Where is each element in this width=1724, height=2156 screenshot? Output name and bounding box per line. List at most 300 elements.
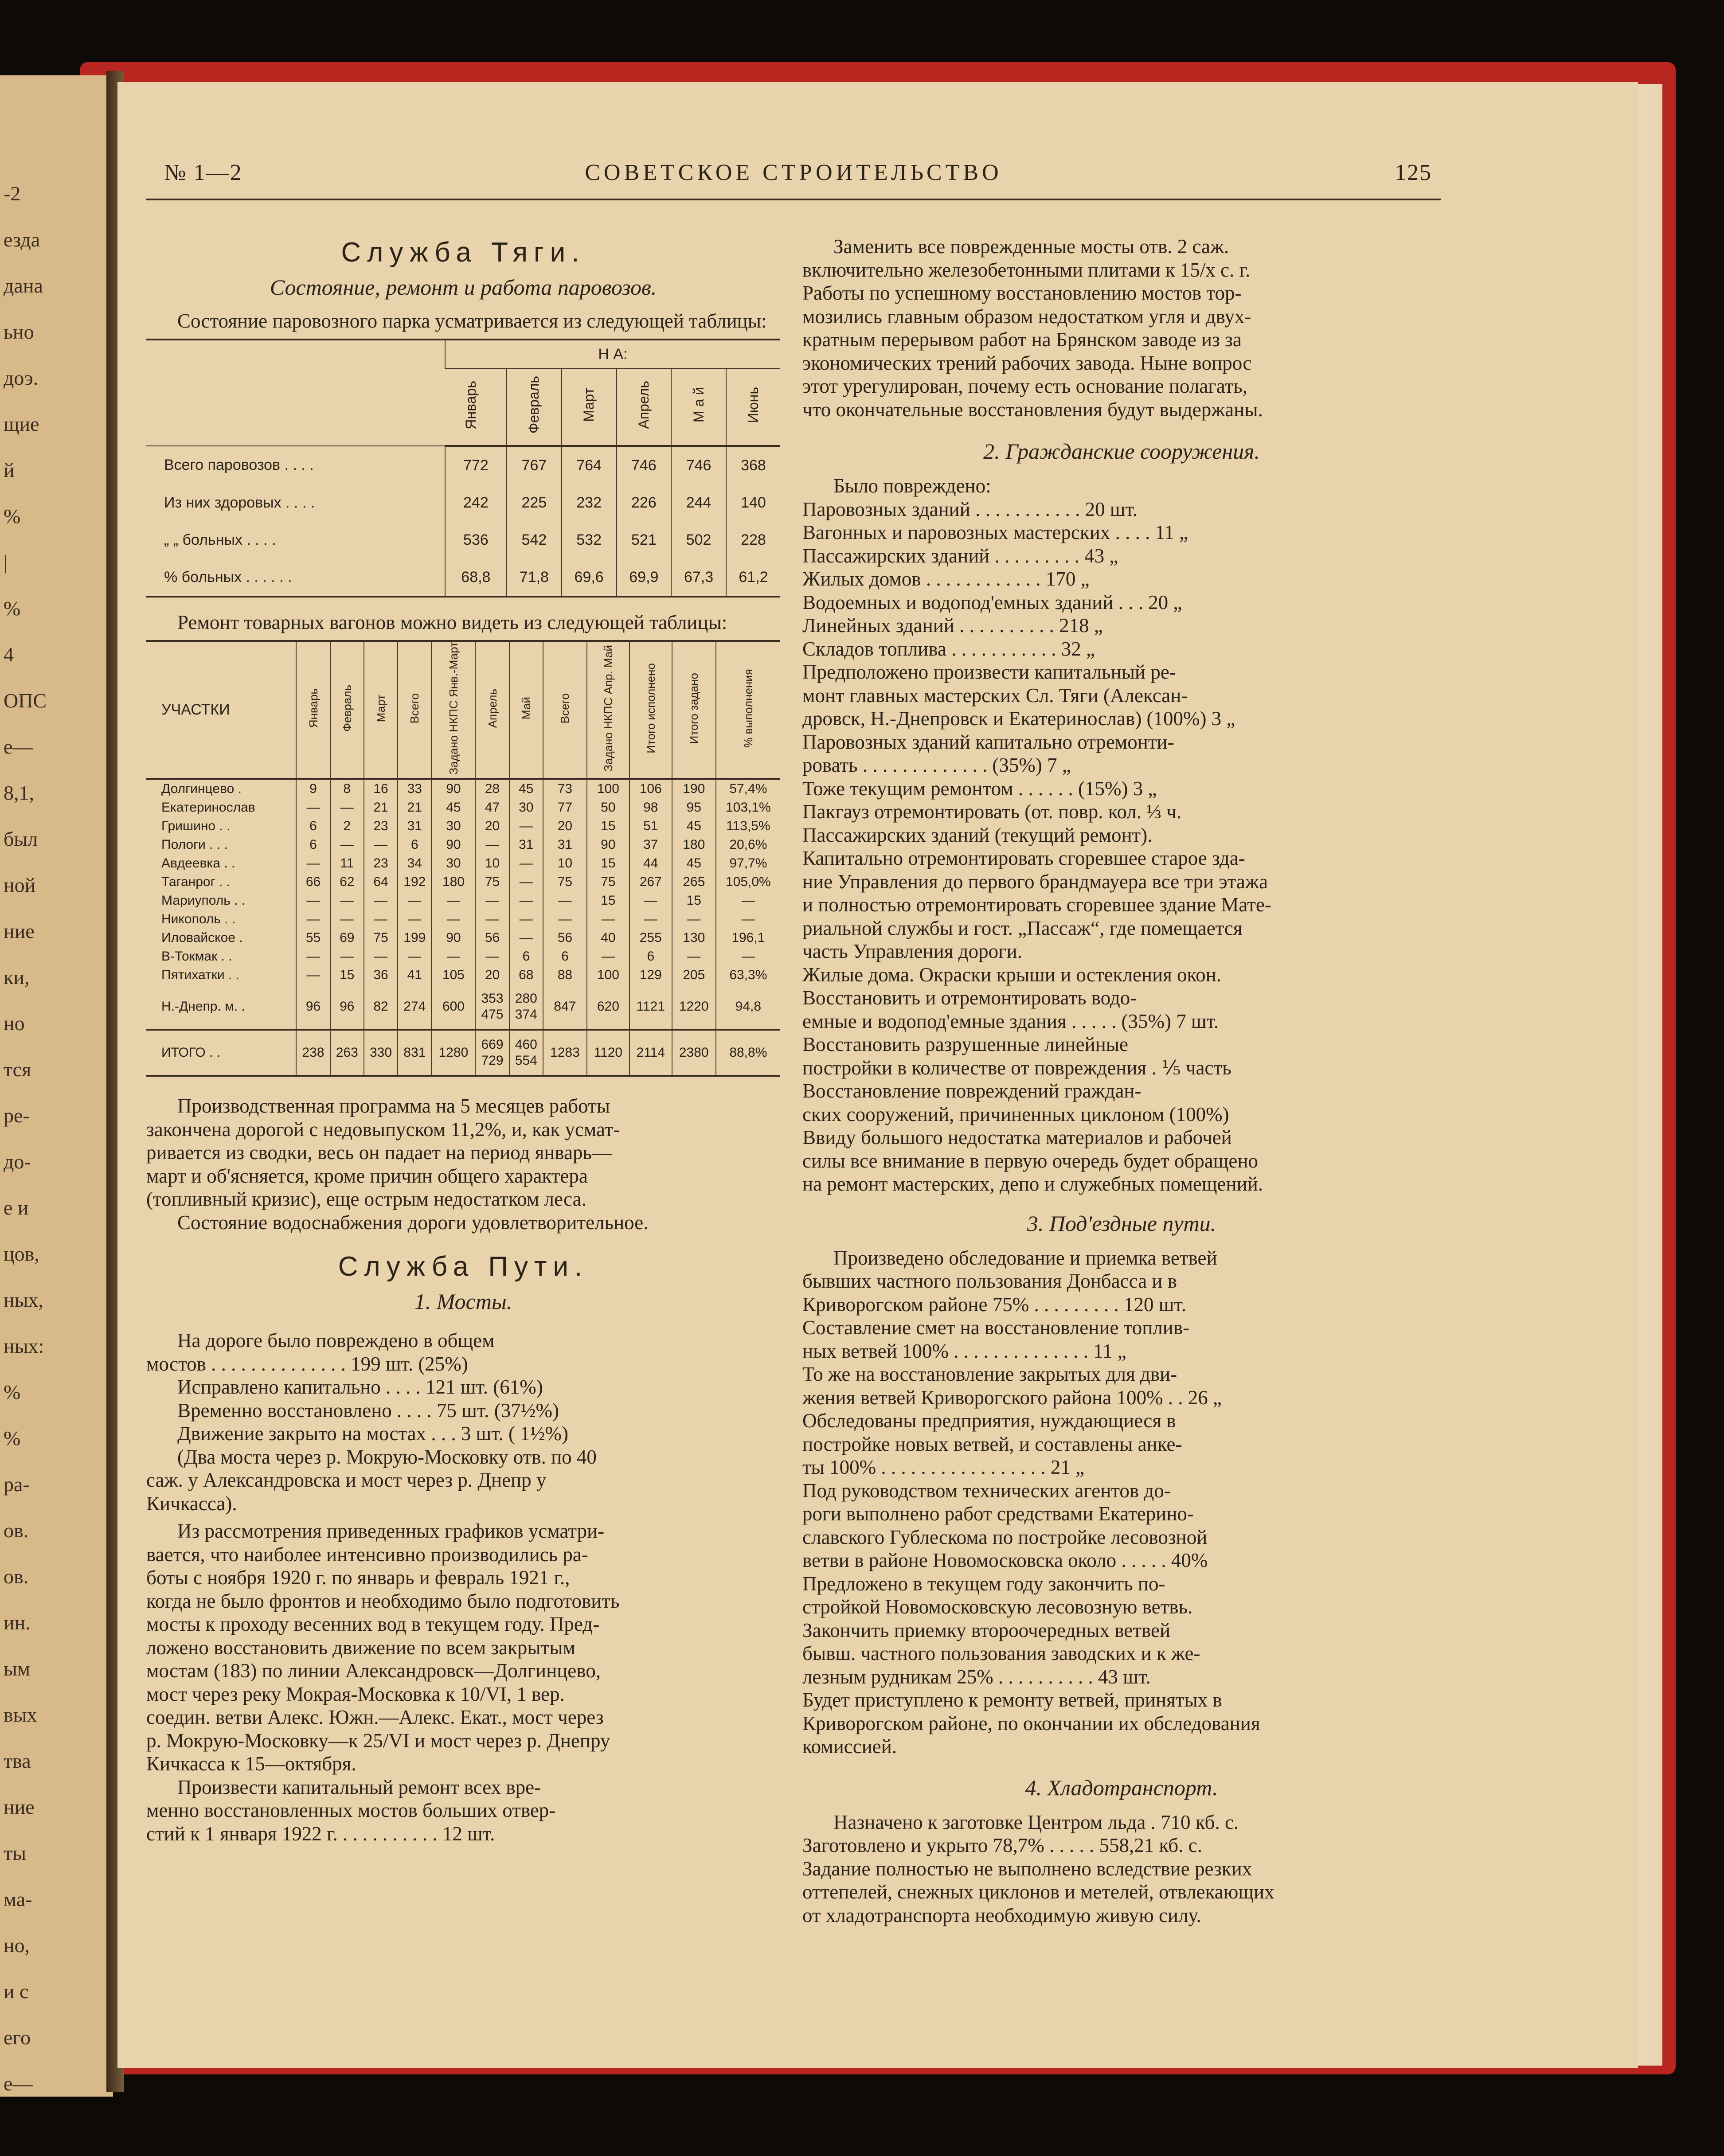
table-cell: — bbox=[475, 947, 509, 966]
table-row bbox=[146, 1030, 780, 1076]
table-cell: 113,5% bbox=[716, 817, 780, 836]
table-row bbox=[146, 947, 780, 966]
bridges-note bbox=[146, 1445, 780, 1515]
table-cell: 47 bbox=[475, 798, 509, 817]
table-cell: 71,8 bbox=[507, 559, 562, 597]
text-line: силы все внимание в первую очередь будет обращено bbox=[802, 1149, 1258, 1172]
table-cell: 31 bbox=[509, 836, 543, 854]
text-line: Движение закрыто на мостах . . . 3 шт. ( 1½%) bbox=[177, 1422, 569, 1445]
text-line: бывш. частного пользования заводских и к же- bbox=[802, 1642, 1200, 1664]
text-line: ты 100% . . . . . . . . . . . . . . . . . 21 „ bbox=[802, 1456, 1085, 1478]
text-line: соедин. ветви Алекс. Южн.—Алекс. Екат., мост через bbox=[146, 1706, 604, 1729]
text-line: вается, что наиболее интенсивно производились ра- bbox=[146, 1543, 588, 1566]
facing-page-text: до- bbox=[4, 1150, 31, 1173]
table-cell: 228 bbox=[726, 521, 780, 559]
text-line: Криворогском районе, по окончании их обследования bbox=[802, 1712, 1260, 1734]
text-line: постройки в количестве от повреждения . ⅕ часть bbox=[802, 1056, 1231, 1079]
month-header bbox=[562, 368, 617, 446]
table-row bbox=[146, 984, 780, 1030]
paragraph-water-supply bbox=[146, 1211, 780, 1234]
text-line: оттепелей, снежных циклонов и метелей, отвлекающих bbox=[802, 1881, 1274, 1903]
row-label: Таганрог . . bbox=[161, 875, 230, 890]
text-line: роги выполнено работ средствами Екатерино- bbox=[802, 1503, 1194, 1525]
table-cell: 44 bbox=[629, 854, 672, 873]
cold-transport-list bbox=[802, 1811, 1441, 1927]
table-cell: 532 bbox=[562, 521, 617, 559]
text-line: постройке новых ветвей, и составлены анке- bbox=[802, 1433, 1182, 1455]
text-line: лезным рудникам 25% . . . . . . . . . . 43 шт. bbox=[802, 1665, 1151, 1688]
text-line: саж. у Александровска и мост через р. Днепр у bbox=[146, 1469, 547, 1492]
text-line: этот урегулирован, почему есть основание полагать, bbox=[802, 375, 1247, 397]
text-line: и полностью отремонтировать сгоревшее здание Мате- bbox=[802, 894, 1271, 916]
bridges-list bbox=[146, 1329, 780, 1445]
column-header-label: Итого задано bbox=[687, 672, 701, 744]
column-header-label: Всего bbox=[558, 693, 572, 723]
table-cell bbox=[475, 984, 509, 1030]
table-cell: 68,8 bbox=[445, 559, 507, 597]
table-cell: — bbox=[716, 947, 780, 966]
paragraph-bridges-continued bbox=[802, 235, 1441, 421]
locomotive-table bbox=[146, 339, 780, 598]
text-line: Кичкасса к 15—октября. bbox=[146, 1753, 356, 1775]
row-label: Авдеевка . . bbox=[161, 856, 235, 871]
cell-value: 669 bbox=[481, 1037, 504, 1052]
table-cell: — bbox=[543, 910, 587, 929]
text-line: Под руководством технических агентов до- bbox=[802, 1479, 1171, 1502]
table-cell: — bbox=[509, 891, 543, 910]
facing-page-text: ной bbox=[4, 874, 36, 896]
column-header: УЧАСТКИ bbox=[146, 641, 296, 779]
text-line: бывших частного пользования Донбасса и в bbox=[802, 1270, 1177, 1292]
column-header bbox=[629, 641, 672, 779]
facing-page-text: ьно bbox=[4, 320, 34, 343]
table-cell: 180 bbox=[431, 873, 475, 891]
facing-page-text: ов. bbox=[4, 1519, 29, 1542]
table-cell: 28 bbox=[475, 779, 509, 798]
table-cell: 61,2 bbox=[726, 559, 780, 597]
facing-page-text: езда bbox=[4, 228, 40, 251]
table-corner bbox=[146, 340, 445, 446]
table-cell: — bbox=[672, 910, 716, 929]
table-cell: 94,8 bbox=[716, 984, 780, 1030]
table-cell: 255 bbox=[629, 929, 672, 947]
text-line: кратным перерывом работ на Брянском заводе из за bbox=[802, 328, 1242, 351]
table-cell: 6 bbox=[543, 947, 587, 966]
table-cell: 73 bbox=[543, 779, 587, 798]
facing-page-text: и с bbox=[4, 1980, 29, 2003]
table-cell: 45 bbox=[431, 798, 475, 817]
text-line: боты с ноября 1920 г. по январь и февраль 1921 г., bbox=[146, 1566, 570, 1589]
column-header bbox=[296, 641, 330, 779]
section-title-traction: Служба Тяги. bbox=[341, 237, 586, 268]
table-cell: 196,1 bbox=[716, 929, 780, 947]
table-cell: 51 bbox=[629, 817, 672, 836]
month-label: Февраль bbox=[526, 376, 542, 434]
table-cell: 521 bbox=[617, 521, 672, 559]
cell-value: 729 bbox=[481, 1053, 504, 1068]
text-line: Пассажирских зданий . . . . . . . . . 43 „ bbox=[802, 544, 1118, 567]
table-cell: — bbox=[629, 891, 672, 910]
table-cell: 40 bbox=[587, 929, 629, 947]
table-cell: 23 bbox=[364, 854, 398, 873]
table-row bbox=[146, 910, 780, 929]
table-cell: 6 bbox=[509, 947, 543, 966]
table-cell: 23 bbox=[364, 817, 398, 836]
table-cell: 56 bbox=[543, 929, 587, 947]
table-cell: 180 bbox=[672, 836, 716, 854]
table-cell: 68 bbox=[509, 966, 543, 984]
facing-page-text: тва bbox=[4, 1750, 31, 1772]
text-line: Предложено в текущем году закончить по- bbox=[802, 1572, 1165, 1595]
text-line: Вагонных и паровозных мастерских . . . . 11 „ bbox=[802, 521, 1188, 543]
text-line: славского Гублескома по постройке лесовозной bbox=[802, 1526, 1208, 1548]
text-line: Жилых домов . . . . . . . . . . . . 170 „ bbox=[802, 568, 1090, 590]
text-line: Работы по успешному восстановлению мостов тор- bbox=[802, 282, 1242, 304]
facing-page-text: но bbox=[4, 1012, 25, 1035]
facing-page-text: % bbox=[4, 1427, 21, 1449]
table-cell: — bbox=[716, 891, 780, 910]
facing-page-text: доэ. bbox=[4, 367, 39, 389]
paragraph-capital-repair bbox=[146, 1776, 780, 1846]
table-cell: — bbox=[398, 947, 431, 966]
text-line: Производственная программа на 5 месяцев работы bbox=[177, 1095, 610, 1117]
table-cell: 103,1% bbox=[716, 798, 780, 817]
table-cell: 45 bbox=[672, 854, 716, 873]
table-group-header: Н А: bbox=[445, 340, 780, 368]
subsection-title-locomotives: Состояние, ремонт и работа паровозов. bbox=[270, 275, 657, 300]
table-cell: 36 bbox=[364, 966, 398, 984]
text-line: на ремонт мастерских, депо и служебных помещений. bbox=[802, 1173, 1263, 1195]
table-cell: 82 bbox=[364, 984, 398, 1030]
table-cell: 37 bbox=[629, 836, 672, 854]
table-cell: 20 bbox=[543, 817, 587, 836]
table-cell: 105 bbox=[431, 966, 475, 984]
table-cell: 2 bbox=[330, 817, 364, 836]
text-line: емные и водопод'емные здания . . . . . (35%) 7 шт. bbox=[802, 1010, 1219, 1032]
cell-value: 475 bbox=[481, 1007, 504, 1022]
table-cell: 10 bbox=[475, 854, 509, 873]
text-line: Восстановление повреждений граждан- bbox=[802, 1080, 1142, 1102]
row-label: Всего паровозов . . . . bbox=[164, 457, 314, 473]
table-cell: — bbox=[509, 817, 543, 836]
row-label: „ „ больных . . . . bbox=[164, 531, 276, 548]
table-cell: 105,0% bbox=[716, 873, 780, 891]
table-cell: — bbox=[475, 910, 509, 929]
text-line: Будет приступлено к ремонту ветвей, принятых в bbox=[802, 1689, 1222, 1711]
table-cell: — bbox=[364, 910, 398, 929]
text-line: Пакгауз отремонтировать (от. повр. кол. ⅓ ч. bbox=[802, 801, 1182, 823]
table-cell: 75 bbox=[587, 873, 629, 891]
table-cell: 6 bbox=[296, 817, 330, 836]
text-line: когда не было фронтов и необходимо было подготовить bbox=[146, 1590, 620, 1612]
table-cell: 620 bbox=[587, 984, 629, 1030]
subsection-title-cold-transport: 4. Хладотранспорт. bbox=[1025, 1775, 1218, 1800]
text-line: ние Управления до первого брандмауера все три этажа bbox=[802, 870, 1268, 893]
table-row bbox=[146, 484, 780, 521]
access-roads-list bbox=[802, 1246, 1441, 1758]
month-label: Март bbox=[581, 388, 597, 422]
table-cell bbox=[475, 1030, 509, 1076]
table-cell: — bbox=[587, 947, 629, 966]
row-label: Пятихатки . . bbox=[161, 968, 239, 983]
table-cell: 130 bbox=[672, 929, 716, 947]
facing-page-text: его bbox=[4, 2026, 31, 2049]
text-line: жения ветвей Криворогского района 100% . . 26 „ bbox=[802, 1386, 1222, 1409]
cell-value: 374 bbox=[515, 1007, 537, 1022]
column-header bbox=[509, 641, 543, 779]
text-line: стройкой Новомосковскую лесовозную ветвь. bbox=[802, 1596, 1193, 1618]
text-line: ветви в районе Новомосковска около . . . . . 40% bbox=[802, 1549, 1208, 1571]
text-line: стий к 1 января 1922 г. . . . . . . . . . . 12 шт. bbox=[146, 1822, 495, 1845]
table-cell: 192 bbox=[398, 873, 431, 891]
table-cell: 9 bbox=[296, 779, 330, 798]
table-cell: 31 bbox=[543, 836, 587, 854]
table-cell: 30 bbox=[509, 798, 543, 817]
month-label: Июнь bbox=[745, 387, 761, 423]
table-cell: 368 bbox=[726, 446, 780, 484]
column-header bbox=[431, 641, 475, 779]
column-header-label: Задано НКПС Янв.-Март bbox=[446, 642, 460, 775]
table-cell: — bbox=[330, 891, 364, 910]
text-line: Пассажирских зданий (текущий ремонт). bbox=[802, 824, 1153, 846]
table-cell: 64 bbox=[364, 873, 398, 891]
facing-page-text: был bbox=[4, 828, 38, 850]
table-cell: — bbox=[296, 891, 330, 910]
table-cell: 11 bbox=[330, 854, 364, 873]
table-cell: — bbox=[475, 891, 509, 910]
table-cell: 20 bbox=[475, 817, 509, 836]
text-line: Кичкасса). bbox=[146, 1492, 237, 1515]
text-line: На дороге было повреждено в общем bbox=[177, 1329, 495, 1352]
text-line: Обследованы предприятия, нуждающиеся в bbox=[802, 1410, 1176, 1432]
text-line: Произвести капитальный ремонт всех вре- bbox=[177, 1776, 541, 1798]
table-cell: — bbox=[296, 966, 330, 984]
facing-page-text: ОПС bbox=[4, 689, 47, 712]
table-cell: 98 bbox=[629, 798, 672, 817]
table-cell: — bbox=[296, 798, 330, 817]
table-row bbox=[146, 446, 780, 484]
table-cell: 100 bbox=[587, 966, 629, 984]
table-cell: — bbox=[330, 836, 364, 854]
table-cell: — bbox=[364, 947, 398, 966]
table-cell: 16 bbox=[364, 779, 398, 798]
table-cell bbox=[509, 984, 543, 1030]
facing-page-text: е и bbox=[4, 1196, 29, 1219]
table-cell: — bbox=[475, 836, 509, 854]
table-cell: 90 bbox=[431, 836, 475, 854]
text-line: Составление смет на восстановление топлив- bbox=[802, 1316, 1190, 1339]
table-cell: — bbox=[296, 910, 330, 929]
month-label: М а й bbox=[690, 387, 707, 423]
month-label: Январь bbox=[462, 380, 479, 430]
table-cell: 746 bbox=[671, 446, 726, 484]
table-cell: — bbox=[296, 947, 330, 966]
row-label: ИТОГО . . bbox=[146, 1030, 296, 1076]
facing-page-text: ты bbox=[4, 1842, 27, 1864]
text-line: что окончательные восстановления будут выдержаны. bbox=[802, 398, 1263, 421]
table-cell: 20,6% bbox=[716, 836, 780, 854]
column-header bbox=[672, 641, 716, 779]
text-line: Линейных зданий . . . . . . . . . . 218 „ bbox=[802, 614, 1103, 637]
text-line: Задание полностью не выполнено вследствие резких bbox=[802, 1857, 1252, 1880]
facing-page-text: % bbox=[4, 505, 21, 527]
text-line: То же на восстановление закрытых для дви- bbox=[802, 1363, 1177, 1385]
text-line: дровск, Н.-Днепровск и Екатеринослав) (100%) 3 „ bbox=[802, 707, 1235, 730]
text-line: (топливный кризис), еще острым недостатком леса. bbox=[146, 1188, 586, 1211]
table-row bbox=[146, 798, 780, 817]
table-cell: — bbox=[364, 891, 398, 910]
cell-value: 554 bbox=[515, 1053, 537, 1068]
facing-page-text: 8,1, bbox=[4, 781, 34, 804]
table-cell: — bbox=[509, 854, 543, 873]
table-cell: 536 bbox=[445, 521, 507, 559]
table-cell: 265 bbox=[672, 873, 716, 891]
table-cell: 90 bbox=[431, 779, 475, 798]
text-line: менно восстановленных мостов больших отвер- bbox=[146, 1799, 556, 1822]
column-header-label: Апрель bbox=[485, 688, 499, 728]
text-line: комиссией. bbox=[802, 1735, 897, 1758]
table-cell: 69,9 bbox=[617, 559, 672, 597]
text-line: мост через реку Мокрая-Московка к 10/VI, 1 вер. bbox=[146, 1683, 565, 1705]
table-cell: — bbox=[543, 891, 587, 910]
left-column bbox=[146, 235, 780, 1845]
text-line: Тоже текущим ремонтом . . . . . . (15%) 3 „ bbox=[802, 777, 1157, 800]
table-cell: — bbox=[431, 891, 475, 910]
table-cell: 238 bbox=[296, 1030, 330, 1076]
text-line: Состояние водоснабжения дороги удовлетворительное. bbox=[177, 1211, 649, 1234]
facing-page-text: ин. bbox=[4, 1611, 31, 1634]
table-row bbox=[146, 836, 780, 854]
column-header-label: Итого исполнено bbox=[644, 663, 657, 754]
facing-page-text: ки, bbox=[4, 966, 30, 988]
column-header bbox=[475, 641, 509, 779]
table-cell: 63,3% bbox=[716, 966, 780, 984]
table-cell: — bbox=[330, 910, 364, 929]
column-header bbox=[543, 641, 587, 779]
facing-page-text: ым bbox=[4, 1657, 31, 1680]
facing-page-text: % bbox=[4, 1381, 21, 1403]
table-row bbox=[146, 817, 780, 836]
text-line: Жилые дома. Окраски крыши и остекления окон. bbox=[802, 963, 1221, 986]
table-cell: 502 bbox=[671, 521, 726, 559]
text-line: Исправлено капитально . . . . 121 шт. (61%) bbox=[177, 1376, 543, 1398]
issue-number: № 1—2 bbox=[164, 160, 242, 185]
table-cell: 33 bbox=[398, 779, 431, 798]
month-header bbox=[445, 368, 507, 446]
table-cell: 97,7% bbox=[716, 854, 780, 873]
facing-page-fragment bbox=[0, 75, 113, 2097]
table-cell: 50 bbox=[587, 798, 629, 817]
table-row bbox=[146, 559, 780, 597]
table-cell: 95 bbox=[672, 798, 716, 817]
running-header bbox=[146, 160, 1441, 191]
text-line: (Два моста через р. Мокрую-Московку отв. по 40 bbox=[177, 1445, 597, 1468]
facing-page-text: ра- bbox=[4, 1473, 30, 1496]
row-label: Иловайское . bbox=[161, 930, 243, 945]
month-header bbox=[671, 368, 726, 446]
text-line: Ввиду большого недостатка материалов и рабочей bbox=[802, 1126, 1232, 1148]
facing-page-text: ре- bbox=[4, 1104, 30, 1127]
table-cell: 226 bbox=[617, 484, 672, 521]
row-label: % больных . . . . . . bbox=[164, 568, 292, 586]
table-cell: 57,4% bbox=[716, 779, 780, 798]
text-line: Произведено обследование и приемка ветвей bbox=[833, 1246, 1217, 1269]
table-cell: 8 bbox=[330, 779, 364, 798]
subsection-title-bridges: 1. Мосты. bbox=[414, 1289, 512, 1314]
text-line: мостов . . . . . . . . . . . . . . 199 шт. (25%) bbox=[146, 1352, 468, 1375]
column-header bbox=[398, 641, 431, 779]
table-cell: 15 bbox=[587, 817, 629, 836]
table-cell: 6 bbox=[398, 836, 431, 854]
table-cell: 767 bbox=[507, 446, 562, 484]
facing-page-text: ние bbox=[4, 1796, 35, 1818]
text-line: Восстановить разрушенные линейные bbox=[802, 1033, 1128, 1055]
table-cell: 90 bbox=[431, 929, 475, 947]
text-line: от хладотранспорта необходимую живую силу. bbox=[802, 1904, 1201, 1926]
table-cell: — bbox=[509, 929, 543, 947]
table-cell: 56 bbox=[475, 929, 509, 947]
table-cell: — bbox=[296, 854, 330, 873]
row-label: Из них здоровых . . . . bbox=[164, 494, 315, 511]
text-line: Предположено произвести капитальный ре- bbox=[802, 661, 1176, 683]
facing-page-text: вых bbox=[4, 1703, 37, 1726]
cell-value: 460 bbox=[515, 1037, 537, 1052]
facing-page-text: 4 bbox=[4, 643, 14, 666]
wagon-repair-table bbox=[146, 640, 780, 1077]
row-label: Пологи . . . bbox=[161, 837, 228, 852]
table-cell: 30 bbox=[431, 817, 475, 836]
facing-page-text: цов, bbox=[4, 1242, 39, 1265]
text-line: Заменить все поврежденные мосты отв. 2 саж. bbox=[833, 235, 1229, 258]
civil-structures-list bbox=[802, 474, 1441, 1196]
row-label: Долгинцево . bbox=[161, 781, 242, 797]
row-label: Мариуполь . . bbox=[161, 893, 246, 908]
month-header bbox=[726, 368, 780, 446]
table-cell: 75 bbox=[543, 873, 587, 891]
table-cell: 88 bbox=[543, 966, 587, 984]
table-cell: 75 bbox=[364, 929, 398, 947]
row-label: Н.-Днепр. м. . bbox=[161, 999, 245, 1014]
text-line: Капитально отремонтировать сгоревшее старое зда- bbox=[802, 847, 1245, 869]
section-title-track: Служба Пути. bbox=[338, 1251, 589, 1282]
table-row bbox=[146, 873, 780, 891]
table-cell: 31 bbox=[398, 817, 431, 836]
text-line: Водоемных и водопод'емных зданий . . . 20 „ bbox=[802, 591, 1182, 613]
text-line: мосты к проходу весенних вод в текущем году. Пред- bbox=[146, 1613, 600, 1636]
journal-title: СОВЕТСКОЕ СТРОИТЕЛЬСТВО bbox=[585, 160, 1002, 185]
facing-page-text: ма- bbox=[4, 1888, 32, 1910]
table-cell: 15 bbox=[330, 966, 364, 984]
row-label: Екатеринослав bbox=[161, 800, 255, 815]
table-cell: 41 bbox=[398, 966, 431, 984]
text-line: Было повреждено: bbox=[833, 475, 991, 497]
table-cell: 140 bbox=[726, 484, 780, 521]
text-line: Криворогском районе 75% . . . . . . . . . 120 шт. bbox=[802, 1293, 1186, 1316]
table-row bbox=[146, 929, 780, 947]
table-row bbox=[146, 521, 780, 559]
table-cell: 67,3 bbox=[671, 559, 726, 597]
table-cell: 21 bbox=[364, 798, 398, 817]
text-line: включительно железобетонными плитами к 15/х с. г. bbox=[802, 258, 1251, 281]
table-cell: 746 bbox=[617, 446, 672, 484]
table-cell: 21 bbox=[398, 798, 431, 817]
table-cell: — bbox=[629, 910, 672, 929]
table-cell: 106 bbox=[629, 779, 672, 798]
table-cell: 244 bbox=[671, 484, 726, 521]
table-cell: 69,6 bbox=[562, 559, 617, 597]
table-cell: 542 bbox=[507, 521, 562, 559]
table-cell: — bbox=[364, 836, 398, 854]
